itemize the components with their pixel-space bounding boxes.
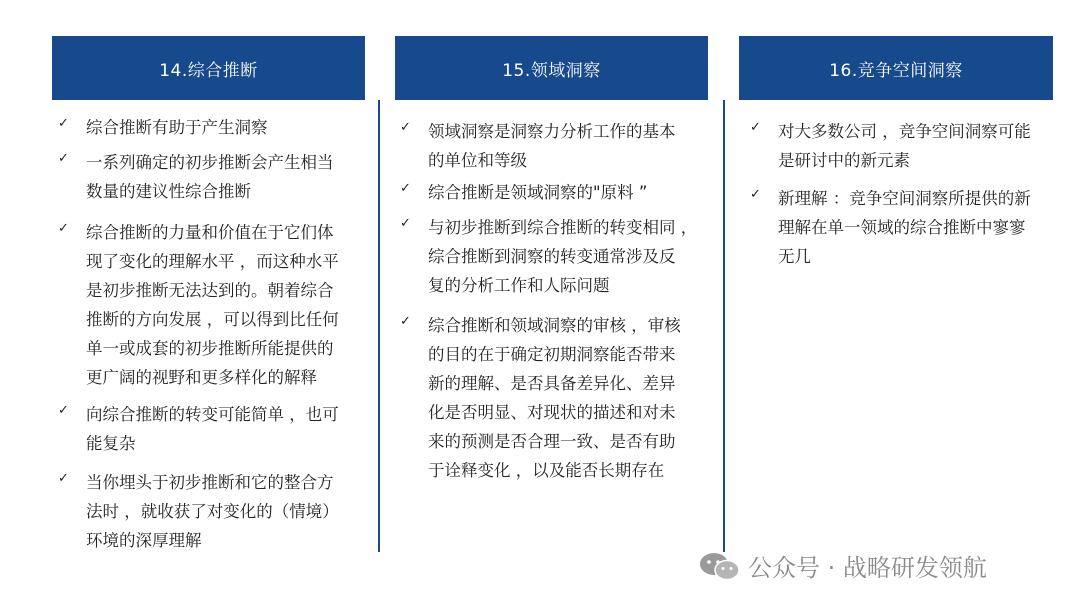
list-item: ✓ 领域洞察是洞察力分析工作的基本 的单位和等级 bbox=[400, 117, 712, 175]
check-icon: ✓ bbox=[400, 120, 411, 135]
list-item: ✓ 对大多数公司 ，竞争空间洞察可能 是研讨中的新元素 bbox=[750, 117, 1055, 175]
column-15-list bbox=[400, 110, 712, 485]
column-header-competitive-space-insight bbox=[739, 36, 1053, 100]
header-title: 15.领域洞察 bbox=[502, 60, 601, 81]
list-item: ✓ 综合推断的力量和价值在于它们体 现了变化的理解水平 ，而这种水平 是初步推断无法达到的。朝着综合 推断的方向发展 ，可以得到比任何 单一或成套的初步推断所能提供的 更广阔的视野和更多样化的解释 bbox=[58, 218, 368, 392]
check-icon: ✓ bbox=[58, 221, 69, 236]
column-14-list bbox=[58, 110, 368, 555]
column-16-list bbox=[750, 110, 1055, 271]
check-icon: ✓ bbox=[58, 116, 69, 131]
list-item: ✓ 综合推断有助于产生洞察 bbox=[58, 113, 368, 142]
check-icon: ✓ bbox=[400, 216, 411, 231]
check-icon: ✓ bbox=[58, 151, 69, 166]
column-header-comprehensive-inference bbox=[52, 36, 365, 100]
column-divider bbox=[723, 100, 725, 552]
check-icon: ✓ bbox=[58, 403, 69, 418]
watermark-text: 公众号 · 战略研发领航 bbox=[748, 554, 987, 582]
check-icon: ✓ bbox=[400, 181, 411, 196]
check-icon: ✓ bbox=[750, 187, 761, 202]
list-item: ✓ 新理解 ：竞争空间洞察所提供的新 理解在单一领域的综合推断中寥寥 无几 bbox=[750, 184, 1055, 271]
watermark bbox=[698, 548, 987, 583]
list-item: ✓ 与初步推断到综合推断的转变相同 ， 综合推断到洞察的转变通常涉及反 复的分析工作和人际问题 bbox=[400, 213, 712, 300]
header-title: 16.竞争空间洞察 bbox=[829, 60, 963, 81]
list-item: ✓ 综合推断和领域洞察的审核 ，审核 的目的在于确定初期洞察能否带来 新的理解、是否具备差异化、差异 化是否明显、对现状的描述和对未 来的预测是否合理一致、是否有助 于诠释变化 ，以及能否长期存在 bbox=[400, 311, 712, 485]
header-title: 14.综合推断 bbox=[159, 60, 258, 81]
wechat-icon bbox=[698, 550, 742, 582]
column-header-domain-insight bbox=[395, 36, 708, 100]
check-icon: ✓ bbox=[750, 120, 761, 135]
column-divider bbox=[378, 100, 380, 552]
list-item: ✓ 一系列确定的初步推断会产生相当 数量的建议性综合推断 bbox=[58, 148, 368, 206]
list-item: ✓ 当你埋头于初步推断和它的整合方 法时 ，就收获了对变化的（情境） 环境的深厚理解 bbox=[58, 468, 368, 555]
check-icon: ✓ bbox=[400, 314, 411, 329]
list-item: ✓ 向综合推断的转变可能简单 ，也可 能复杂 bbox=[58, 400, 368, 458]
check-icon: ✓ bbox=[58, 471, 69, 486]
list-item: ✓ 综合推断是领域洞察的"原料 ” bbox=[400, 178, 712, 207]
